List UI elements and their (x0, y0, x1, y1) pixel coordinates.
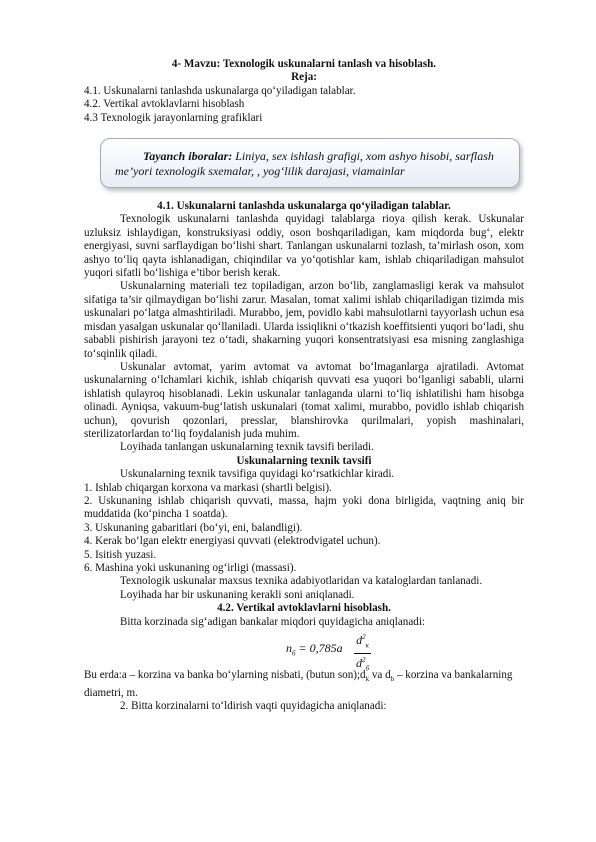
list-item: 4. Kerak bo‘lgan elektr energiyasi quvvati (elektrodvigatel uchun). (84, 535, 381, 548)
tech-heading: Uskunalarning texnik tavsifi (236, 454, 372, 467)
paragraph: Uskunalarning texnik tavsifiga quyidagi ko‘rsatkichlar kiradi. (120, 468, 395, 481)
formula-eq: = 0,785a (298, 641, 343, 656)
formula-denominator: $d^2_б$ (356, 655, 370, 673)
plan-item: 4.2. Vertikal avtoklavlarni hisoblash (84, 98, 245, 111)
plan-item: 4.1. Uskunalarni tanlashda uskunalarga qo‘yiladigan talablar. (84, 84, 356, 97)
formula-numerator: $d^2_к$ (354, 631, 371, 654)
formula-lhs: $n_б = 0,785a$ (286, 641, 343, 658)
document-title: 4- Mavzu: Texnologik uskunalarni tanlash va hisoblash. (171, 58, 437, 70)
list-item: 2. Uskunaning ishlab chiqarish quvvati, massa, hajm yoki dona birligida, vaqtning aniq bir muddatida (ko‘pincha 1 soatda). (84, 494, 524, 521)
key-terms-line2: me’yori texnologik sxemalar, , yog‘lilik darajasi, viamainlar (115, 164, 405, 179)
list-item: 5. Isitish yuzasi. (84, 548, 157, 561)
key-terms-label: Tayanch iboralar: (143, 149, 233, 164)
plan-heading: Reja: (291, 71, 317, 84)
formula (84, 629, 524, 673)
section2-heading: 4.2. Vertikal avtoklavlarni hisoblash. (217, 602, 391, 615)
key-terms-line1: Liniya, sex ishlash grafigi, xom ashyo hisobi, sarflash (235, 149, 494, 164)
paragraph: Loyihada tanlangan uskunalarning texnik tavsifi beriladi. (120, 441, 374, 454)
list-item: 3. Uskunaning gabaritlari (bo‘yi, eni, balandligi). (84, 521, 303, 534)
paragraph: Loyihada har bir uskunaning kerakli soni aniqlanadi. (120, 588, 355, 601)
paragraph: Uskunalar avtomat, yarim avtomat va avtomat bo‘lmaganlarga ajratiladi. Avtomat uskunalarning o‘lchamlari kichik, ishlab chiqarish quvvati esa yuqori bo‘lganligi sababli, ularni ishlatish qulayroq hisoblanadi. Lekin uskunalar tanlaganda ularni to‘liq ishlatilishi ham hisobga olinadi. Ayniqsa, vakuum-bug‘latish uskunalari (tomat xalimi, murabbo, povidlo ishlab chiqarish uchun), qovurish qozonlari, presslar, blanshirovka qurilmalari, yopish mashinalari, sterilizatorlardan to‘liq foydalanish juda muhim. (84, 360, 524, 440)
key-terms-box (100, 138, 520, 188)
paragraph: Uskunalarning materiali tez topiladigan, arzon bo‘lib, zanglamasligi kerak va mahsulot sifatiga ta’sir qilmaydigan bo‘lishi zarur. Masalan, tomat xalimi ishlab chiqariladigan tizimda mis uskunalari po‘latga almashtiriladi. Murabbo, jem, povidlo kabi mahsulotlarni tayyorlash uchun esa misdan yasalgan uskunalar qo‘llaniladi. Ularda issiqlikni o‘tkazish koeffitsienti yuqori bo‘ladi, shu sababli pishirish jarayoni tez o‘tadi, shakarning yuqori konsentratsiyasi esa misning zanglashiga to‘sqinlik qiladi. (84, 280, 524, 360)
paragraph: Bu erda:a – korzina va banka bo‘ylarning nisbati, (butun $son);d_k$ va $d_b$ – korzina va bankalarning diametri, m. (84, 669, 513, 699)
list-item: 6. Mashina yoki uskunaning og‘irligi (massasi). (84, 562, 297, 574)
formula-fraction (354, 631, 371, 676)
paragraph: 2. Bitta korzinalarni to‘ldirish vaqti quyidagicha aniqlanadi: (120, 700, 387, 713)
document-page (84, 58, 524, 713)
paragraph: Texnologik uskunalar maxsus texnika adabiyotlaridan va kataloglardan tanlanadi. (120, 575, 483, 588)
plan-item: 4.3 Texnologik jarayonlarning grafiklari (84, 111, 263, 124)
list-item: 1. Ishlab chiqargan korxona va markasi (shartli belgisi). (84, 481, 332, 494)
section1-heading: 4.1. Uskunalarni tanlashda uskunalarga qo‘yiladigan talablar. (157, 200, 451, 213)
paragraph: Bitta korzinada sig‘adigan bankalar miqdori quyidagicha aniqlanadi: (120, 615, 425, 628)
paragraph: Texnologik uskunalarni tanlashda quyidagi talablarga rioya qilish kerak. Uskunalar uzluksiz ishlaydigan, konstruksiyasi oddiy, oson boshqariladigan, kam miqdorda bug‘, elektr energiyasi, suvni sarflaydigan bo‘lishi shart. Tanlangan uskunalarni tozlash, ta’mirlash oson, xom ashyo to‘liq qayta ishlanadigan, chiqindilar va yo‘qotishlar kam, ishlab chiqariladigan mahsulot yuqori sifatli bo‘lishiga e’tibor berish kerak. (84, 213, 524, 280)
